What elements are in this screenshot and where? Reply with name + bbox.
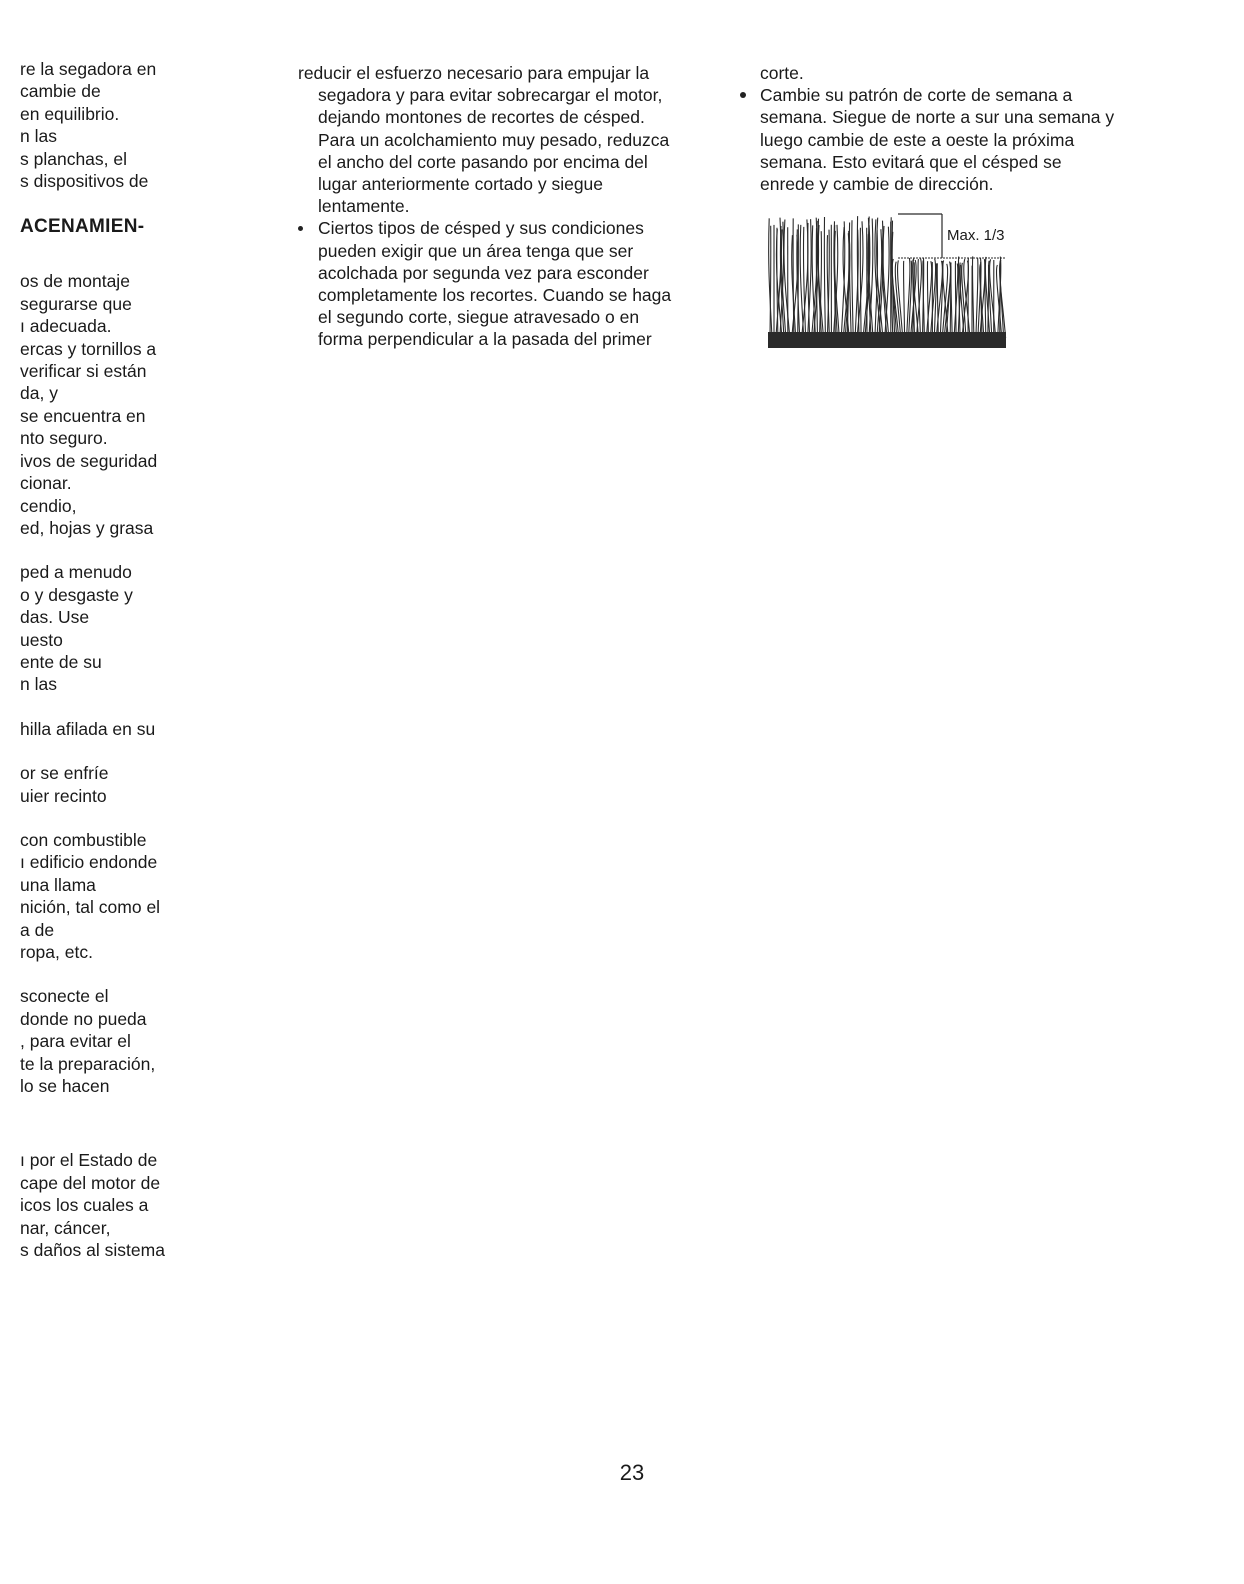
text-line: semana. Esto evitará que el césped se xyxy=(760,151,1062,172)
text-line: n las xyxy=(20,674,57,695)
text-line: el ancho del corte pasando por encima del xyxy=(318,151,648,172)
text-line: segadora y para evitar sobrecargar el motor, xyxy=(318,85,663,106)
text-line: Ciertos tipos de césped y sus condiciones xyxy=(318,218,644,239)
grass-base xyxy=(768,332,1006,348)
left-paragraph-6 xyxy=(20,829,190,963)
text-line: ercas y tornillos a xyxy=(20,338,157,359)
text-line: sconecte el xyxy=(20,986,109,1007)
text-line: nición, tal como el xyxy=(20,897,161,918)
grass-blade xyxy=(904,261,905,338)
text-line: luego cambie de este a oeste la próxima xyxy=(760,129,1075,150)
text-line: cendio, xyxy=(20,495,77,516)
text-line: o y desgaste y xyxy=(20,584,133,605)
left-column xyxy=(20,58,190,1283)
text-line: lo se hacen xyxy=(20,1076,110,1097)
text-line: se encuentra en xyxy=(20,405,146,426)
text-line: s planchas, el xyxy=(20,148,128,169)
text-line: una llama xyxy=(20,874,96,895)
text-line: nar, cáncer, xyxy=(20,1217,111,1238)
text-line: a de xyxy=(20,919,55,940)
cut-area-box xyxy=(898,214,942,258)
text-line: ente de su xyxy=(20,651,102,672)
middle-column xyxy=(298,62,728,351)
text-line: s daños al sistema xyxy=(20,1240,165,1261)
text-line: ivos de seguridad xyxy=(20,450,158,471)
grass-blade xyxy=(955,261,956,338)
continued-paragraph xyxy=(740,62,1180,84)
text-line: uesto xyxy=(20,629,63,650)
text-line: enrede y cambie de dirección. xyxy=(760,174,994,195)
text-line: pueden exigir que un área tenga que ser xyxy=(318,240,634,261)
text-line: en equilibrio. xyxy=(20,103,120,124)
left-paragraph-4 xyxy=(20,718,190,740)
bullet-item xyxy=(740,84,1180,195)
text-line: nto seguro. xyxy=(20,428,108,449)
text-line: das. Use xyxy=(20,607,90,628)
grass-height-figure xyxy=(768,210,1018,355)
text-line: donde no pueda xyxy=(20,1008,147,1029)
text-line: acolchada por segunda vez para esconder xyxy=(318,262,649,283)
text-line: cambie de xyxy=(20,81,101,102)
text-line: Para un acolchamiento muy pesado, reduzca xyxy=(318,129,670,150)
left-paragraph-7 xyxy=(20,985,190,1097)
text-line: ı por el Estado de xyxy=(20,1150,158,1171)
text-line: , para evitar el xyxy=(20,1031,131,1052)
text-line: con combustible xyxy=(20,829,147,850)
left-paragraph-2 xyxy=(20,270,190,539)
grass-blade xyxy=(849,223,851,339)
text-line: completamente los recortes. Cuando se haga xyxy=(318,285,672,306)
text-line: s dispositivos de xyxy=(20,171,149,192)
grass-blade xyxy=(951,263,952,339)
bullet-icon xyxy=(298,217,318,239)
grass-blade xyxy=(793,218,794,338)
left-paragraph-8 xyxy=(20,1149,190,1261)
left-paragraph-5 xyxy=(20,762,190,807)
grass-blade xyxy=(972,256,973,338)
grass-illustration xyxy=(768,210,1018,355)
text-line: cape del motor de xyxy=(20,1172,161,1193)
text-line: re la segadora en xyxy=(20,59,157,79)
grass-blade xyxy=(990,259,996,338)
text-line: ı edificio endonde xyxy=(20,852,158,873)
text-line: el segundo corte, siegue atravesado o en xyxy=(318,307,640,328)
grass-blade xyxy=(852,220,853,338)
grass-blade xyxy=(976,258,978,338)
text-line: ped a menudo xyxy=(20,562,132,583)
text-line: cionar. xyxy=(20,473,72,494)
grass-blade xyxy=(860,228,861,338)
max-label: Max. 1/3 xyxy=(947,227,1005,244)
text-line: ı adecuada. xyxy=(20,316,112,337)
text-line: te la preparación, xyxy=(20,1053,156,1074)
text-line: forma perpendicular a la pasada del primer xyxy=(318,329,652,350)
text-line: dejando montones de recortes de césped. xyxy=(318,107,645,128)
text-line: corte. xyxy=(760,63,804,83)
text-line: uier recinto xyxy=(20,785,107,806)
text-line: hilla afilada en su xyxy=(20,718,156,739)
text-line: lentamente. xyxy=(318,196,410,217)
text-line: Cambie su patrón de corte de semana a xyxy=(760,85,1073,106)
left-paragraph-3 xyxy=(20,561,190,695)
text-line: lugar anteriormente cortado y siegue xyxy=(318,174,604,195)
text-line: ed, hojas y grasa xyxy=(20,517,154,538)
text-line: da, y xyxy=(20,383,58,404)
text-line: or se enfríe xyxy=(20,763,109,784)
text-line: segurarse que xyxy=(20,293,132,314)
text-line: n las xyxy=(20,126,57,147)
left-paragraph-1 xyxy=(20,58,190,192)
text-line: ropa, etc. xyxy=(20,942,93,962)
text-line: icos los cuales a xyxy=(20,1195,149,1216)
section-heading: ACENAMIEN- xyxy=(20,216,145,238)
bullet-item xyxy=(298,217,728,350)
page-number: 23 xyxy=(619,1460,645,1485)
continued-paragraph xyxy=(298,62,728,217)
grass-blade xyxy=(824,217,825,338)
bullet-icon xyxy=(740,84,760,106)
right-column xyxy=(740,62,1180,195)
text-line: reducir el esfuerzo necesario para empujar la xyxy=(298,63,650,83)
text-line: semana. Siegue de norte a sur una semana y xyxy=(760,107,1115,128)
text-line: os de montaje xyxy=(20,271,130,292)
text-line: verificar si están xyxy=(20,361,147,382)
